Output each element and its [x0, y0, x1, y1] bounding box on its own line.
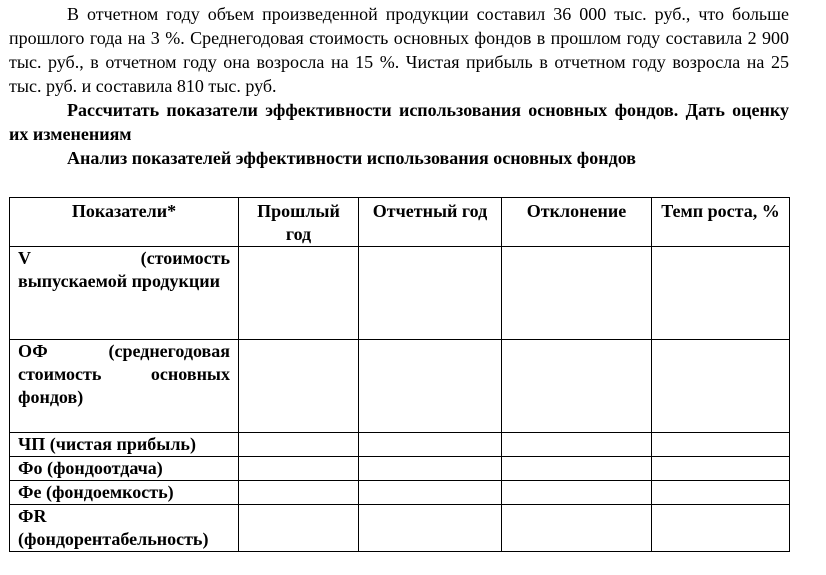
- cell-current-year: [359, 505, 502, 552]
- row-label-of: ОФ (среднегодовая стоимость основных фондов): [10, 340, 239, 433]
- row-label-fr: ФR (фондорентабельность): [10, 505, 239, 552]
- header-growth-rate: Темп роста, %: [652, 198, 790, 247]
- cell-growth-rate: [652, 340, 790, 433]
- cell-current-year: [359, 247, 502, 340]
- row-label-fo: Фо (фондоотдача): [10, 457, 239, 481]
- analysis-table: [9, 197, 790, 552]
- cell-current-year: [359, 433, 502, 457]
- cell-previous-year: [239, 340, 359, 433]
- cell-previous-year: [239, 247, 359, 340]
- cell-previous-year: [239, 457, 359, 481]
- cell-deviation: [502, 457, 652, 481]
- cell-deviation: [502, 247, 652, 340]
- table-row: [10, 247, 790, 340]
- cell-growth-rate: [652, 481, 790, 505]
- cell-growth-rate: [652, 505, 790, 552]
- cell-growth-rate: [652, 247, 790, 340]
- table-header-row: [10, 198, 790, 247]
- header-indicators: Показатели*: [10, 198, 239, 247]
- header-current-year: Отчетный год: [359, 198, 502, 247]
- table-row: [10, 481, 790, 505]
- cell-current-year: [359, 340, 502, 433]
- cell-previous-year: [239, 505, 359, 552]
- cell-deviation: [502, 340, 652, 433]
- row-label-chp: ЧП (чистая прибыль): [10, 433, 239, 457]
- cell-deviation: [502, 481, 652, 505]
- cell-deviation: [502, 505, 652, 552]
- document-page: [9, 2, 789, 170]
- cell-deviation: [502, 433, 652, 457]
- cell-previous-year: [239, 481, 359, 505]
- row-label-fe: Фе (фондоемкость): [10, 481, 239, 505]
- table-row: [10, 457, 790, 481]
- table-caption: Анализ показателей эффективности использования основных фондов: [67, 148, 636, 168]
- problem-paragraph: В отчетном году объем произведенной продукции составил 36 000 тыс. руб., что больше прошлого года на 3 %. Среднегодовая стоимость основных фондов в прошлом году составила 2 900 тыс. руб., в отчетном году она возросла на 15 %. Чистая прибыль в отчетном году возросла на 25 тыс. руб. и составила 810 тыс. руб.: [9, 4, 789, 96]
- cell-current-year: [359, 481, 502, 505]
- cell-previous-year: [239, 433, 359, 457]
- table-row: [10, 505, 790, 552]
- table-row: [10, 340, 790, 433]
- cell-growth-rate: [652, 433, 790, 457]
- header-previous-year: Прошлый год: [239, 198, 359, 247]
- row-label-v: V (стоимость выпускаемой продукции: [10, 247, 239, 340]
- table-row: [10, 433, 790, 457]
- cell-growth-rate: [652, 457, 790, 481]
- task-statement: Рассчитать показатели эффективности использования основных фондов. Дать оценку их изменениям: [9, 100, 789, 144]
- cell-current-year: [359, 457, 502, 481]
- header-deviation: Отклонение: [502, 198, 652, 247]
